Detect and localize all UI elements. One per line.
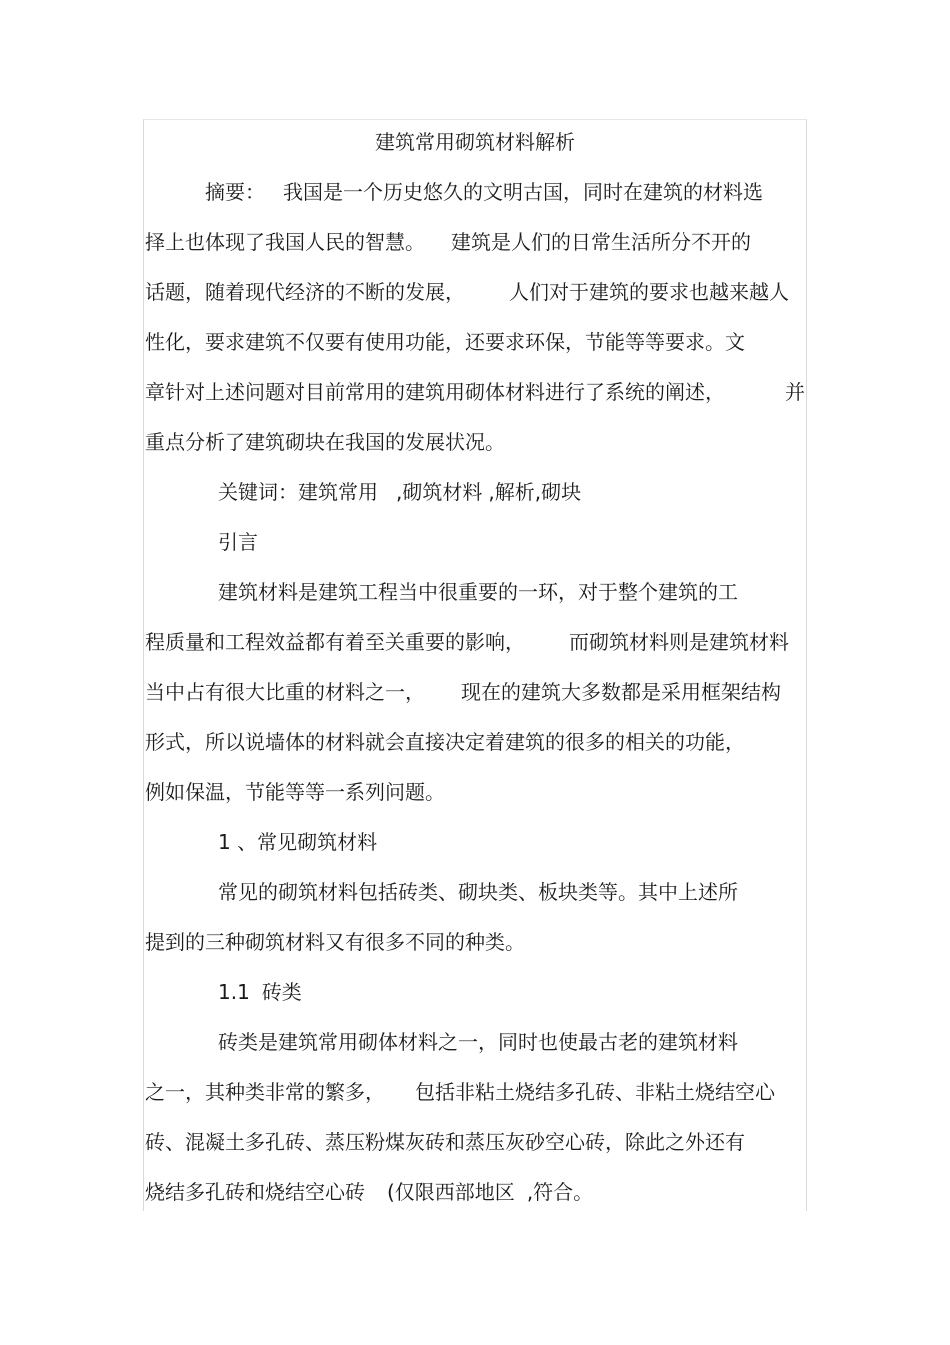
section-1-1-line-4: 烧结多孔砖和烧结空心砖 (仅限西部地区 ,符合。 [145, 1180, 594, 1204]
keyword-item: ,解析 [488, 480, 535, 504]
section-number: 1.1 [218, 980, 250, 1004]
section-1-heading: 1 、常见砌筑材料 [218, 830, 378, 854]
keywords-line [218, 478, 807, 506]
abstract-label: 摘要： [205, 180, 265, 204]
intro-heading: 引言 [218, 530, 258, 554]
keyword-item: ,砌筑材料 [396, 480, 483, 504]
section-1-1-line-2: 之一，其种类非常的繁多， 包括非粘土烧结多孔砖、非粘土烧结空心 [145, 1080, 775, 1104]
section-1-1-line-3: 砖、混凝土多孔砖、蒸压粉煤灰砖和蒸压灰砂空心砖，除此之外还有 [145, 1130, 745, 1154]
document-title: 建筑常用砌筑材料解析 [375, 130, 575, 154]
abstract-line-5: 章针对上述问题对目前常用的建筑用砌体材料进行了系统的阐述， 并 [145, 380, 805, 404]
section-1-1-line-1: 砖类是建筑常用砌体材料之一，同时也使最古老的建筑材料 [218, 1030, 738, 1054]
abstract-line-1: 摘要： 我国是一个历史悠久的文明古国，同时在建筑的材料选 [205, 180, 763, 204]
abstract-line-2: 择上也体现了我国人民的智慧。 建筑是人们的日常生活所分不开的 [145, 230, 751, 254]
intro-line-5: 例如保温，节能等等一系列问题。 [145, 780, 445, 804]
abstract-line-6: 重点分析了建筑砌块在我国的发展状况。 [145, 430, 505, 454]
keywords-label: 关键词： [218, 480, 298, 504]
intro-line-2: 程质量和工程效益都有着至关重要的影响， 而砌筑材料则是建筑材料 [145, 630, 789, 654]
keyword-item: ,砌块 [534, 480, 582, 504]
section-1-line-1: 常见的砌筑材料包括砖类、砌块类、板块类等。其中上述所 [218, 880, 738, 904]
intro-line-3: 当中占有很大比重的材料之一， 现在的建筑大多数都是采用框架结构 [145, 680, 781, 704]
intro-line-4: 形式，所以说墙体的材料就会直接决定着建筑的很多的相关的功能， [145, 730, 745, 754]
abstract-line-4: 性化，要求建筑不仅要有使用功能，还要求环保，节能等等要求。文 [145, 330, 745, 354]
section-1-1-heading: 1.1 砖类 [218, 980, 302, 1004]
section-1-line-2: 提到的三种砌筑材料又有很多不同的种类。 [145, 930, 525, 954]
intro-line-1: 建筑材料是建筑工程当中很重要的一环，对于整个建筑的工 [218, 580, 738, 604]
abstract-line-3: 话题，随着现代经济的不断的发展， 人们对于建筑的要求也越来越人 [145, 280, 789, 304]
keyword-item: 建筑常用 [298, 480, 378, 504]
